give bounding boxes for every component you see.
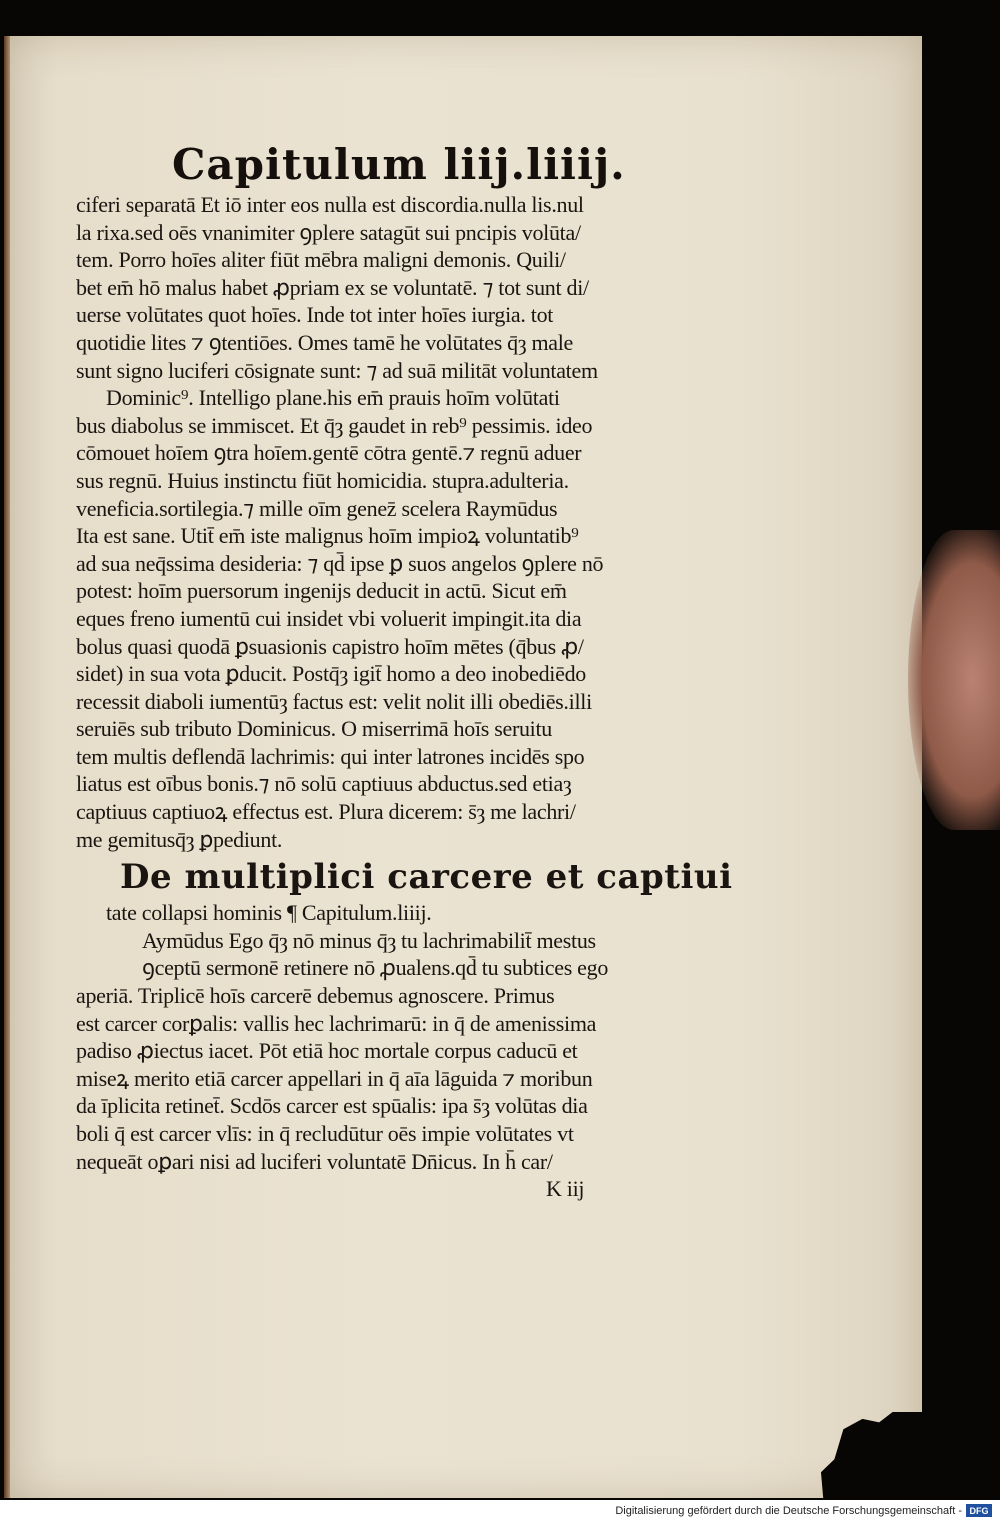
page-edge (4, 36, 10, 1498)
text-block-b (76, 384, 736, 853)
text-line: Dominic⁹. Intelligo plane.his em̄ prauis hoīm volūtati (106, 385, 560, 411)
text-line: bus diabolus se immiscet. Et q̄ȝ gaudet in reb⁹ pessimis. ideo (76, 412, 593, 438)
page-text (76, 140, 736, 1203)
text-block-a (76, 191, 736, 384)
text-line: veneficia.sortilegia.⁊ mille oīm genez̄ scelera Raymūdus (76, 495, 558, 521)
text-line: la rixa.sed oēs vnanimiter ꝯplere satagūt sui pncipis volūta/ (76, 219, 581, 245)
text-block-c (76, 927, 736, 1175)
text-line: boli q̄ est carcer vlīs: in q̄ recludūtur oēs impie volūtates vt (76, 1121, 574, 1146)
text-line: ad sua neq̄ssima desideria: ⁊ qd̄ ipse ꝑ suos angelos ꝯplere nō (76, 550, 604, 576)
signature-mark: K iij (546, 1176, 585, 1202)
text-line: miseꝝ merito etiā carcer appellari in q̄ aīa lāguida ⁊ moribun (76, 1065, 593, 1091)
text-line: seruiēs sub tributo Dominicus. O miserrimā hoīs seruitu (76, 716, 552, 742)
text-line: sus regnū. Huius instinctu fiūt homicidia. stupra.adulteria. (76, 467, 569, 493)
text-line: captiuus captiuoꝝ effectus est. Plura dicerem: s̄ȝ me lachri/ (76, 799, 576, 825)
chapter-heading: Capitulum liij.liiij. (172, 140, 626, 189)
text-line: bet em̄ hō malus habet ꝓpriam ex se voluntatē. ⁊ tot sunt di/ (76, 274, 589, 300)
footer-bar (0, 1500, 1000, 1521)
text-line: aperiā. Triplicē hoīs carcerē debemus agnoscere. Primus (76, 983, 555, 1009)
section-heading: De multiplici carcere et captiui (120, 857, 733, 898)
dfg-logo-icon: DFG (966, 1504, 992, 1517)
text-line: recessit diaboli iumentūȝ factus est: velit nolit illi obediēs.illi (76, 688, 592, 714)
text-line: bolus quasi quodā ꝑsuasionis capistro hoīm mētes (q̄bus ꝓ/ (76, 633, 584, 659)
text-line: da īplicita retinet̄. Scdōs carcer est spūalis: ipa s̄ȝ volūtas dia (76, 1093, 588, 1119)
text-line: cōmouet hoīem ꝯtra hoīem.gentē cōtra gentē.⁊ regnū aduer (76, 440, 582, 466)
text-line: quotidie lites ⁊ ꝯtentiōes. Omes tamē he volūtates q̄ȝ male (76, 329, 574, 355)
text-line: Aymūdus Ego q̄ȝ nō minus q̄ȝ tu lachrimabilit̄ mestus (142, 927, 596, 953)
text-line: ciferi separatā Et iō inter eos nulla est discordia.nulla lis.nul (76, 192, 584, 217)
text-line: eques freno iumentū cui insidet vbi voluerit impingit.ita dia (76, 605, 582, 631)
text-line: sunt signo luciferi cōsignate sunt: ⁊ ad suā militāt voluntatem (76, 357, 598, 383)
text-line: uerse volūtates quot hoīes. Inde tot inter hoīes iurgia. tot (76, 302, 554, 328)
text-line: tem multis deflendā lachrimis: qui inter latrones incidēs spo (76, 743, 585, 769)
scanner-thumb (908, 530, 1000, 830)
text-line: me gemitusq̄ȝ ꝑpediunt. (76, 826, 283, 852)
text-line: potest: hoīm puersorum ingenijs deducit in actū. Sicut em̄ (76, 578, 567, 604)
text-line: nequeāt oꝑari nisi ad luciferi voluntatē Dn̄icus. In h̄ car/ (76, 1148, 553, 1174)
text-line: Ita est sane. Utit̄ em̄ iste malignus hoīm impioꝝ voluntatib⁹ (76, 523, 579, 549)
text-line: liatus est oībus bonis.⁊ nō solū captiuus abductus.sed etiaȝ (76, 771, 572, 797)
text-line: tem. Porro hoīes aliter fiūt mēbra maligni demonis. Quili/ (76, 247, 566, 273)
text-line: padiso ꝓiectus iacet. Pōt etiā hoc mortale corpus caducū et (76, 1038, 578, 1064)
text-line: sidet) in sua vota ꝑducit. Postq̄ȝ igit̄ homo a deo inobediēdo (76, 661, 586, 687)
text-line: est carcer corꝑalis: vallis hec lachrimarū: in q̄ de amenissima (76, 1010, 597, 1036)
section-heading-cont: tate collapsi hominis ¶ Capitulum.liiij. (106, 900, 432, 926)
text-line: ꝯceptū sermonē retinere nō ꝓualens.qd̄ tu subtices ego (142, 955, 609, 981)
footer-text: Digitalisierung gefördert durch die Deutsche Forschungsgemeinschaft - (615, 1504, 962, 1517)
